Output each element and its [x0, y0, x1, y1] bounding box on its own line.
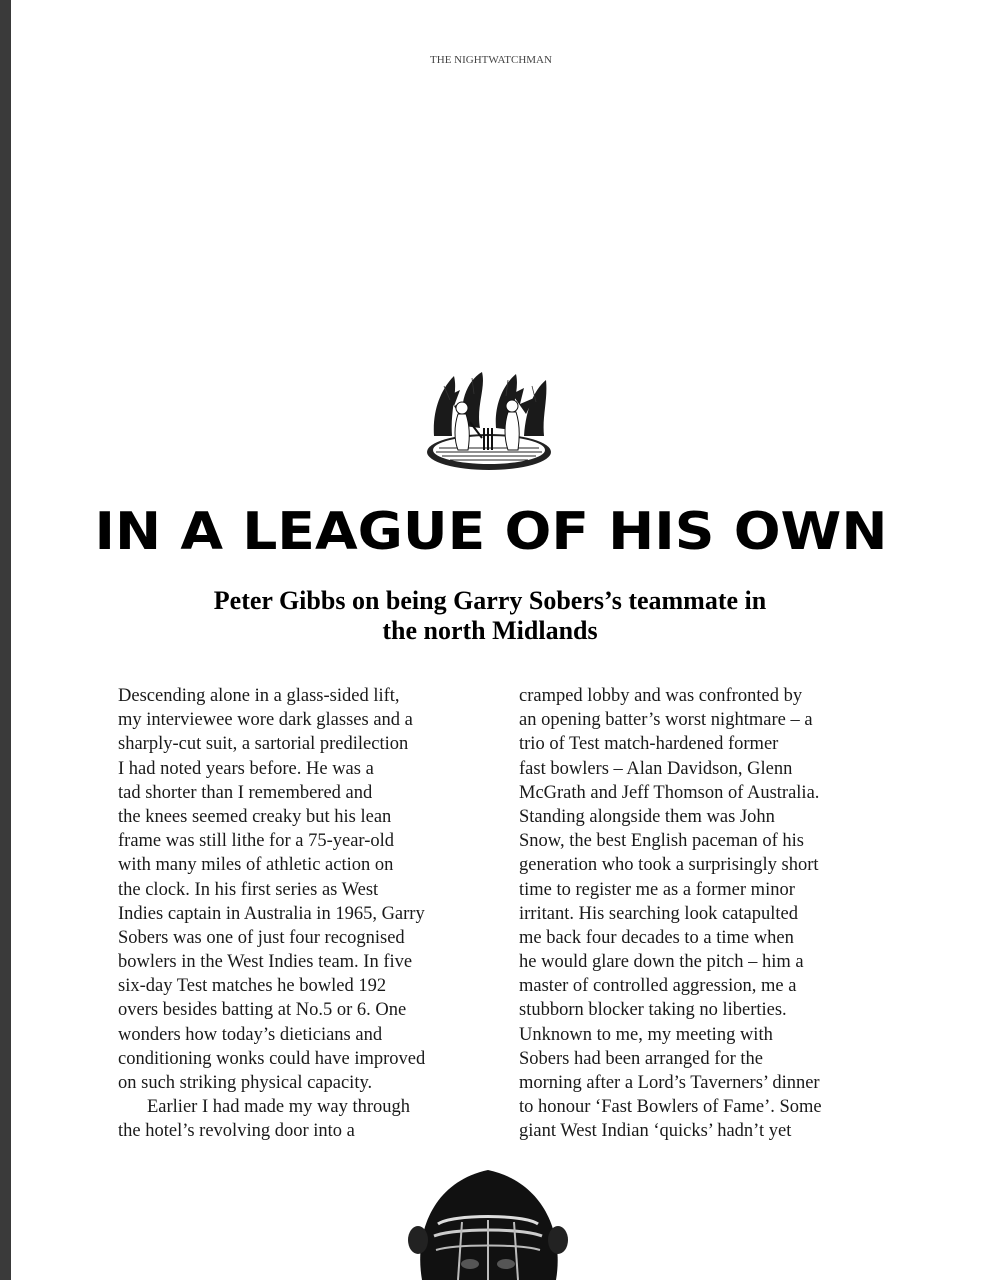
headline: IN A LEAGUE OF HIS OWN — [94, 502, 888, 562]
body-line: Sobers was one of just four recognised — [118, 927, 405, 948]
body-line: I had noted years before. He was a — [118, 758, 374, 779]
running-head: THE NIGHTWATCHMAN — [430, 54, 552, 66]
body-line: the knees seemed creaky but his lean — [118, 806, 392, 827]
cricket-woodcut-illustration — [424, 366, 554, 472]
body-line: on such striking physical capacity. — [118, 1073, 373, 1093]
body-line: cramped lobby and was confronted by — [519, 686, 803, 706]
body-line: master of controlled aggression, me a — [519, 976, 797, 997]
body-line: an opening batter’s worst nightmare – a — [519, 710, 813, 731]
body-line: Descending alone in a glass-sided lift, — [118, 686, 400, 706]
body-column-right — [519, 684, 864, 1144]
body-line: giant West Indian ‘quicks’ hadn’t yet — [519, 1121, 792, 1142]
body-line: to honour ‘Fast Bowlers of Fame’. Some — [519, 1097, 822, 1118]
body-line: he would glare down the pitch – him a — [519, 952, 804, 973]
body-line: Standing alongside them was John — [519, 806, 775, 827]
body-line: six-day Test matches he bowled 192 — [118, 976, 387, 997]
body-line: fast bowlers – Alan Davidson, Glenn — [519, 758, 793, 779]
body-line: morning after a Lord’s Taverners’ dinner — [519, 1073, 820, 1093]
batsman-helmet-portrait — [392, 1164, 584, 1280]
body-line: tad shorter than I remembered and — [118, 782, 373, 803]
body-line: bowlers in the West Indies team. In five — [118, 952, 413, 973]
body-line: Snow, the best English paceman of his — [519, 831, 804, 852]
standfirst-line-2: the north Midlands — [382, 616, 598, 645]
body-line: with many miles of athletic action on — [118, 855, 394, 876]
body-line: Unknown to me, my meeting with — [519, 1024, 773, 1045]
page-edge — [0, 0, 11, 1280]
body-line: time to register me as a former minor — [519, 879, 795, 900]
body-column-left — [118, 684, 463, 1144]
body-line: overs besides batting at No.5 or 6. One — [118, 1000, 407, 1021]
body-line: wonders how today’s dieticians and — [118, 1024, 383, 1045]
body-line: Indies captain in Australia in 1965, Garry — [118, 903, 425, 924]
body-line: my interviewee wore dark glasses and a — [118, 710, 413, 731]
body-line: trio of Test match-hardened former — [519, 734, 779, 755]
body-line: conditioning wonks could have improved — [118, 1048, 426, 1069]
body-line: the hotel’s revolving door into a — [118, 1121, 355, 1142]
standfirst — [150, 586, 830, 646]
body-line: irritant. His searching look catapulted — [519, 903, 798, 924]
body-line: Sobers had been arranged for the — [519, 1048, 763, 1069]
body-line: McGrath and Jeff Thomson of Australia. — [519, 782, 820, 803]
body-line: me back four decades to a time when — [519, 927, 794, 948]
body-line: Earlier I had made my way through — [147, 1097, 411, 1118]
body-line: frame was still lithe for a 75-year-old — [118, 831, 395, 852]
standfirst-line-1: Peter Gibbs on being Garry Sobers’s teammate in — [213, 586, 767, 615]
body-line: stubborn blocker taking no liberties. — [519, 1000, 787, 1021]
body-line: sharply-cut suit, a sartorial predilection — [118, 734, 409, 755]
body-line: generation who took a surprisingly short — [519, 855, 819, 876]
body-line: the clock. In his first series as West — [118, 879, 379, 900]
